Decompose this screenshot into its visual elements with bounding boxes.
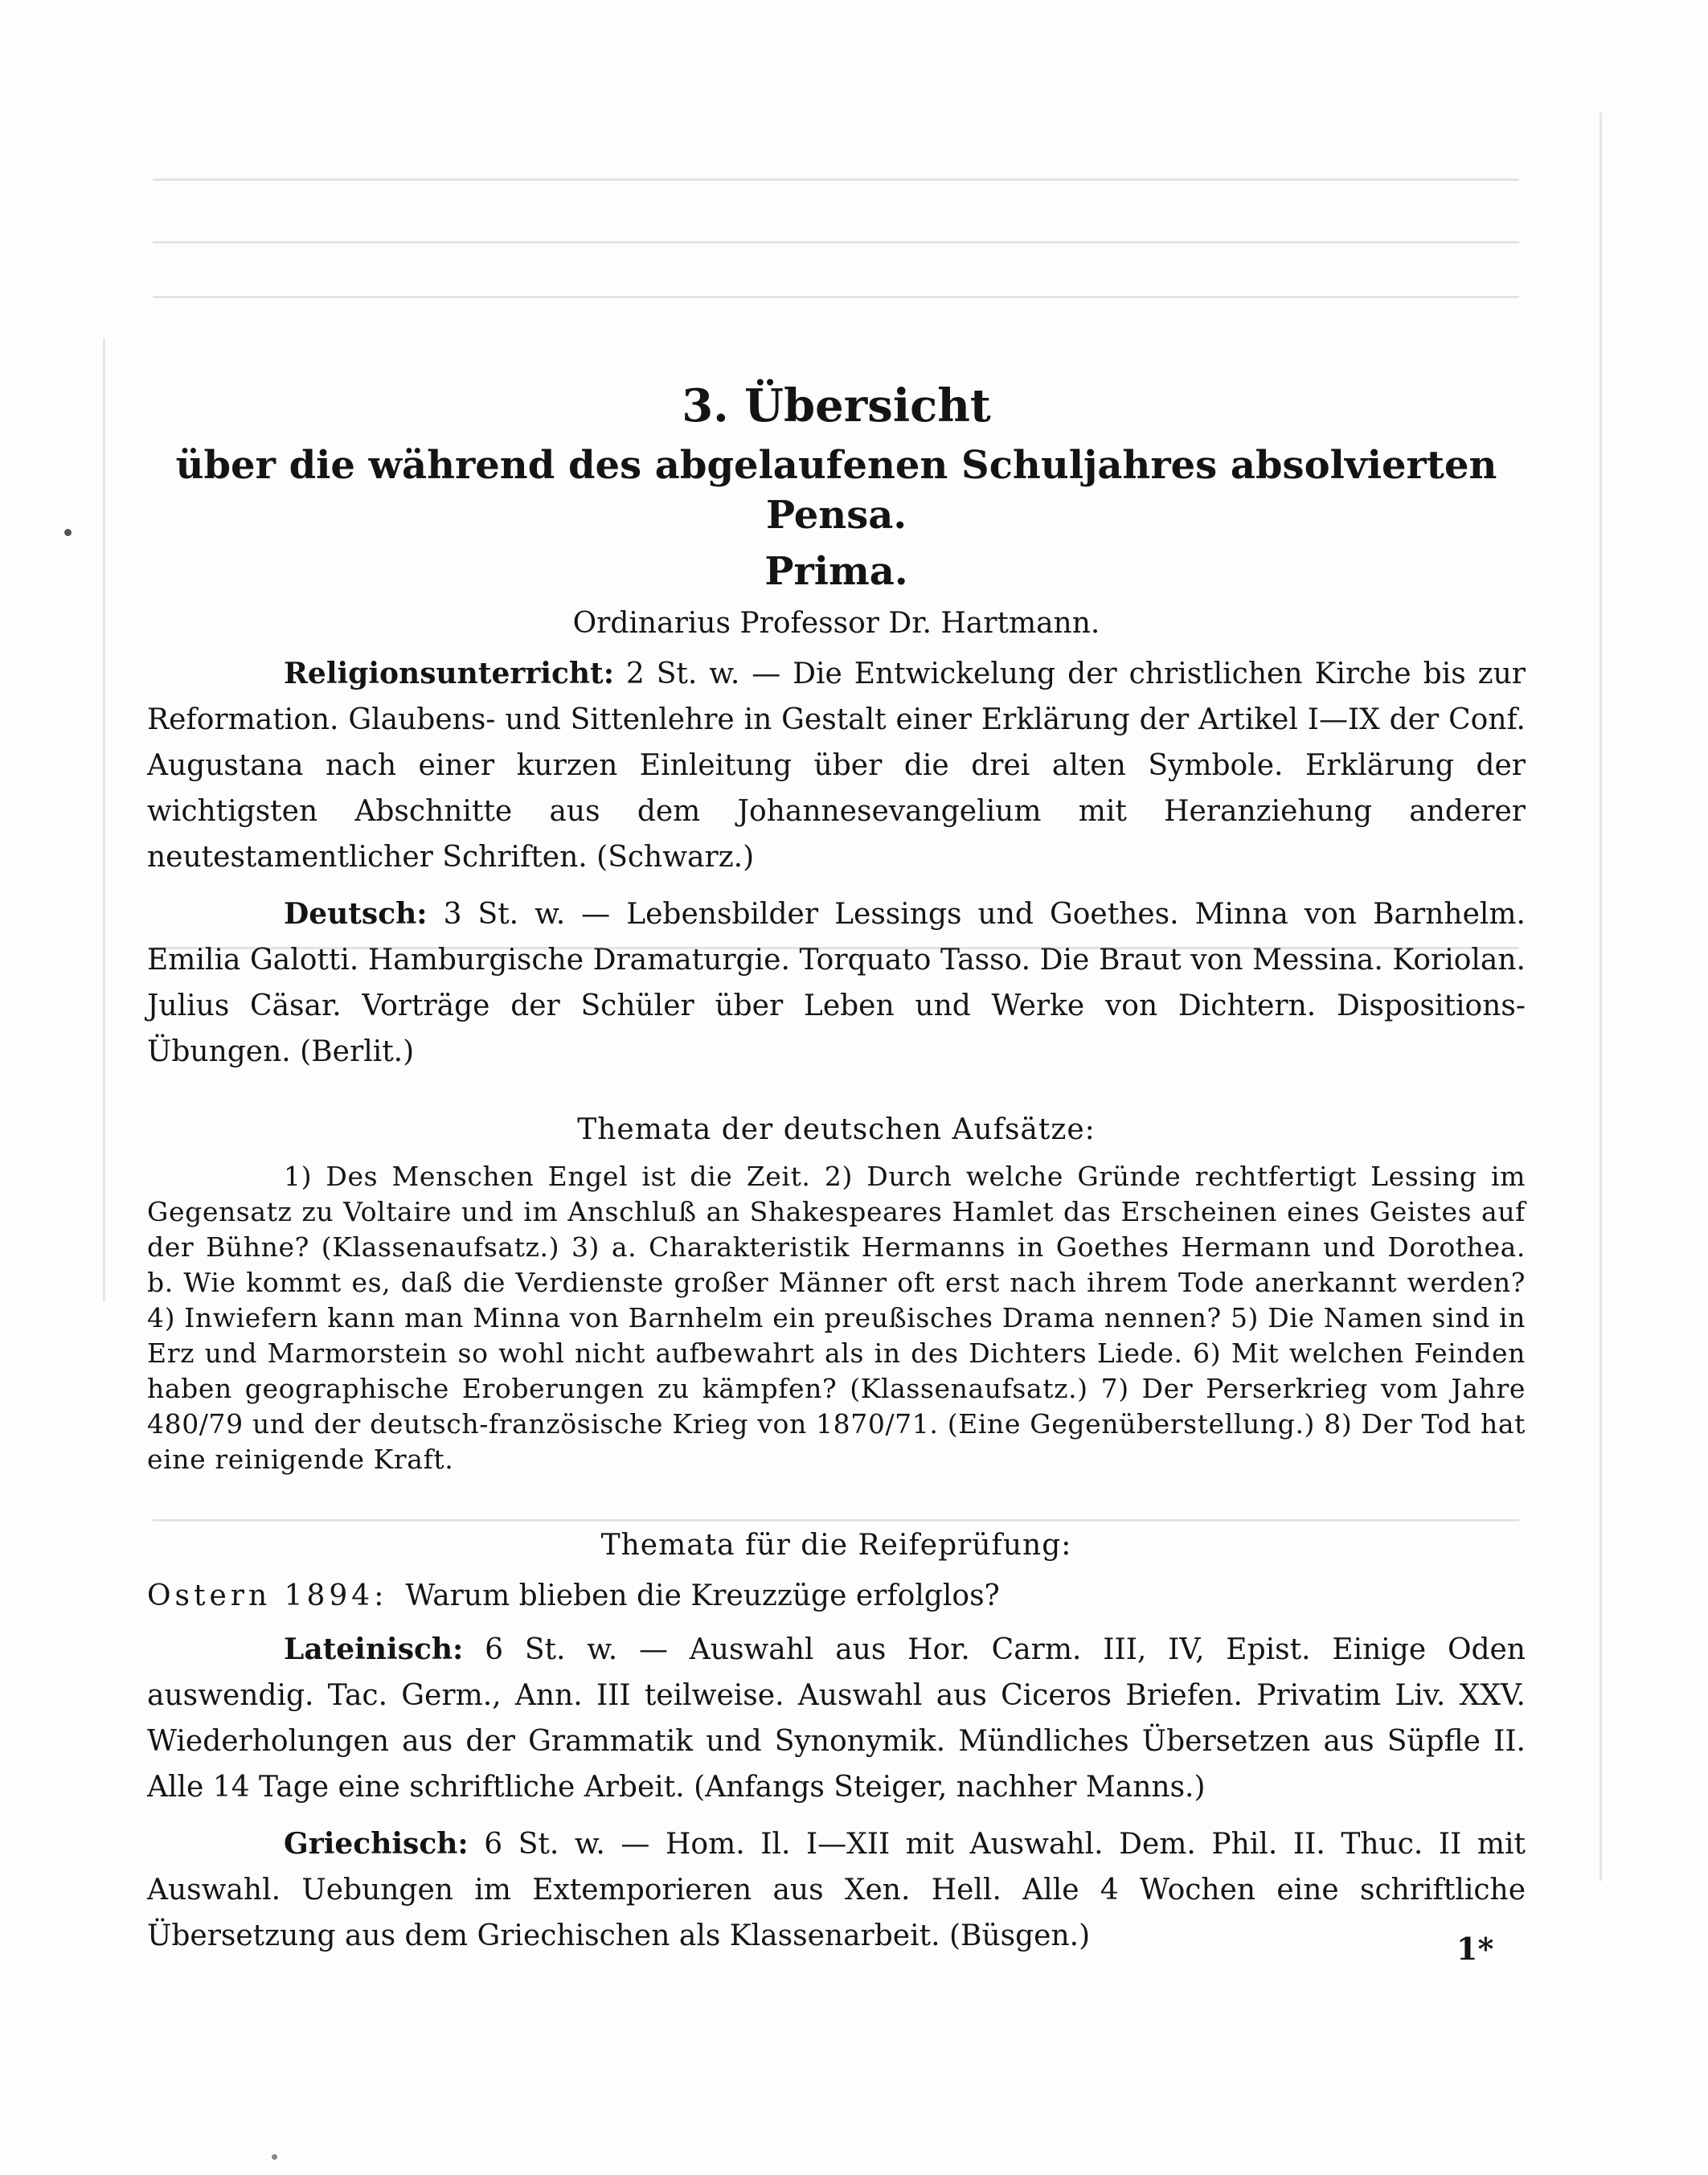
exam-topic: Warum blieben die Kreuzzüge erfolglos? [405, 1579, 1000, 1612]
ink-speck [272, 2154, 277, 2160]
subject-label-griechisch: Griechisch: [284, 1827, 469, 1861]
class-heading: Prima. [764, 549, 908, 594]
subject-label-deutsch: Deutsch: [284, 897, 428, 931]
deutsch-text: 3 St. w. — Lebensbilder Lessings und Goethes. Minna von Barnhelm. Emilia Galotti. Hamburgische Dramaturgie. Torquato Tasso. Die Braut von Messina. Koriolan. Julius Cäsar. Vorträge der Schüler über Leben und Werke von Dichtern. Dispositions-Übungen. (Berlit.) [147, 898, 1526, 1068]
bleed-through-line [153, 241, 1519, 244]
griechisch-paragraph [147, 1821, 1526, 1959]
deutsch-paragraph [147, 891, 1526, 1075]
latein-paragraph [147, 1627, 1526, 1810]
essay-topics-title: Themata der deutschen Aufsätze: [577, 1113, 1096, 1146]
exam-topics-title: Themata für die Reifeprüfung: [600, 1529, 1072, 1562]
religion-text: 2 St. w. — Die Entwickelung der christlichen Kirche bis zur Reformation. Glaubens- und Sittenlehre in Gestalt einer Erklärung der Artikel I—IX der Conf. Augustana nach einer kurzen Einleitung über die drei alten Symbole. Erklärung der wichtigsten Abschnitte aus dem Johannesevangelium mit Heranziehung anderer neutestamentlicher Schriften. (Schwarz.) [147, 657, 1526, 874]
exam-topic-line [147, 1573, 1526, 1619]
page-content [147, 378, 1526, 1959]
religion-paragraph [147, 651, 1526, 880]
bleed-through-line [153, 296, 1519, 298]
essay-topics-list: 1) Des Menschen Engel ist die Zeit. 2) Durch welche Gründe rechtfertigt Lessing im Gegensatz zu Voltaire und im Anschluß an Shakespeares Hamlet das Erscheinen eines Geistes auf der Bühne? (Klassenaufsatz.) 3) a. Charakteristik Hermanns in Goethes Hermann und Dorothea. b. Wie kommt es, daß die Verdienste großer Männer oft erst nach ihrem Tode anerkannt werden? 4) Inwiefern kann man Minna von Barnhelm ein preußisches Drama nennen? 5) Die Namen sind in Erz und Marmorstein so wohl nicht aufbewahrt als in des Dichters Liede. 6) Mit welchen Feinden haben geographische Eroberungen zu kämpfen? (Klassenaufsatz.) 7) Der Perserkrieg vom Jahre 480/79 und der deutsch-französische Krieg von 1870/71. (Eine Gegenüberstellung.) 8) Der Tod hat eine reinigende Kraft. [147, 1161, 1526, 1475]
ordinarius-line: Ordinarius Professor Dr. Hartmann. [572, 607, 1100, 640]
subject-label-religion: Religionsunterricht: [284, 657, 614, 690]
subject-label-latein: Lateinisch: [284, 1632, 464, 1666]
ink-speck [64, 529, 72, 536]
bleed-through-line [153, 178, 1519, 181]
latein-text: 6 St. w. — Auswahl aus Hor. Carm. III, IV, Epist. Einige Oden auswendig. Tac. Germ., Ann. III teilweise. Auswahl aus Ciceros Briefen. Privatim Liv. XXV. Wiederholungen aus der Grammatik und Synonymik. Mündliches Übersetzen aus Süpfle II. Alle 14 Tage eine schriftliche Arbeit. (Anfangs Steiger, nachher Manns.) [147, 1633, 1526, 1804]
section-heading: 3. Übersicht [682, 379, 991, 432]
bleed-through-rule [1599, 113, 1602, 1881]
page-signature: 1* [1456, 1931, 1494, 1967]
exam-date: Ostern 1894: [147, 1579, 388, 1612]
section-subtitle: über die während des abgelaufenen Schuljahres absolvierten Pensa. [175, 443, 1497, 538]
bleed-through-rule [103, 338, 105, 1302]
griechisch-text: 6 St. w. — Hom. Il. I—XII mit Auswahl. Dem. Phil. II. Thuc. II mit Auswahl. Uebungen im Extemporieren aus Xen. Hell. Alle 4 Wochen eine schriftliche Übersetzung aus dem Griechischen als Klassenarbeit. (Büsgen.) [147, 1828, 1526, 1952]
